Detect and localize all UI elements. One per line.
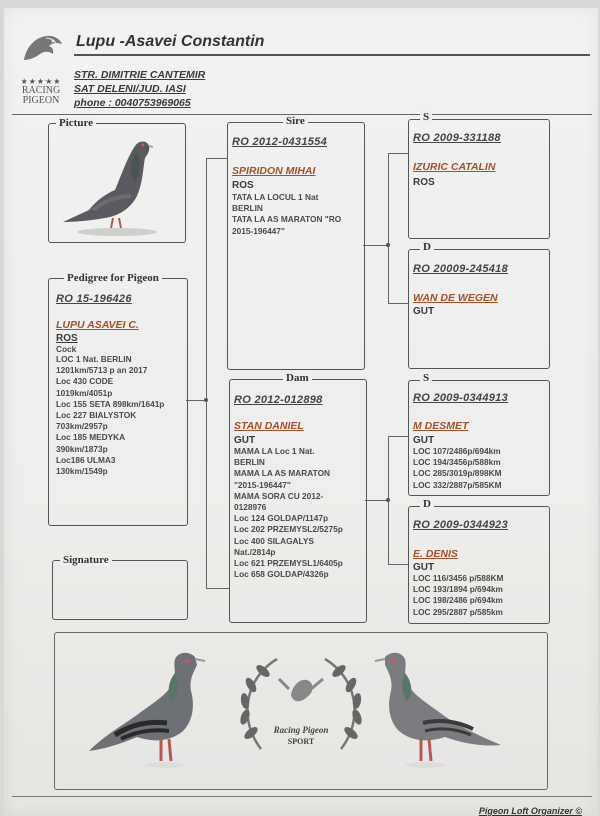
sire-dam-color: GUT — [413, 306, 435, 317]
connector — [388, 564, 408, 565]
footer-credit: Pigeon Loft Organizer © — [478, 806, 582, 816]
connector — [388, 436, 408, 437]
dam-dam-ring: RO 2009-0344923 — [413, 519, 509, 531]
phone-number: phone : 0040753969065 — [74, 97, 191, 109]
connector-dot — [204, 398, 208, 402]
logo-word-1: RACING — [21, 85, 61, 96]
street-address: STR. DIMITRIE CANTEMIR — [74, 69, 206, 81]
dam-sire-color: GUT — [413, 435, 435, 446]
sire-dam-ring: RO 20009-245418 — [413, 263, 509, 275]
subject-color: ROS — [56, 333, 78, 344]
pigeon-right-icon — [365, 639, 515, 779]
sire-sire-name: IZURIC CATALIN — [413, 161, 496, 173]
dam-sire-label: S — [420, 372, 432, 384]
connector — [206, 158, 207, 588]
picture-box — [48, 123, 186, 243]
dam-color: GUT — [234, 435, 256, 446]
dam-dam-label: D — [420, 498, 434, 510]
dam-sire-info: LOC 107/2486p/694km LOC 194/3456p/588km LOC 285/3019p/898KM LOC 332/2887p/585KM — [413, 446, 502, 490]
subject-sex: Cock — [56, 344, 77, 354]
sire-box — [227, 122, 365, 370]
connector — [186, 400, 206, 401]
connector — [206, 158, 227, 159]
connector — [388, 153, 408, 154]
dam-ring: RO 2012-012898 — [234, 394, 323, 406]
eagle-logo-icon — [16, 30, 66, 70]
subject-info: LOC 1 Nat. BERLIN 1201km/5713 p an 2017 Loc 430 CODE 1019km/4051p Loc 155 SETA 898km/1641p Loc 227 BIALYSTOK 703km/2957p Loc 185 MEDYKA 390km/1873p Loc186 ULMA3 130km/1549p — [56, 354, 165, 477]
connector — [365, 500, 388, 501]
header-rule — [74, 54, 590, 56]
sire-sire-label: S — [420, 111, 432, 123]
dam-label: Dam — [283, 372, 312, 384]
pedigree-label: Pedigree for Pigeon — [64, 272, 162, 284]
sire-sire-ring: RO 2009-331188 — [413, 132, 501, 144]
racing-pigeon-logo — [14, 30, 68, 110]
subject-ring: RO 15-196426 — [56, 293, 132, 305]
sire-name: SPIRIDON MIHAI — [232, 165, 316, 177]
connector-dot — [386, 498, 390, 502]
dam-dam-name: E. DENIS — [413, 548, 458, 560]
dam-sire-ring: RO 2009-0344913 — [413, 392, 509, 404]
owner-name: Lupu -Asavei Constantin — [76, 33, 265, 50]
dam-name: STAN DANIEL — [234, 420, 304, 432]
dam-dam-color: GUT — [413, 562, 435, 573]
connector — [363, 245, 388, 246]
pigeon-photo — [49, 124, 185, 242]
sire-ring: RO 2012-0431554 — [232, 136, 328, 148]
connector — [388, 153, 389, 303]
pigeon-left-icon — [75, 639, 215, 779]
connector-dot — [386, 243, 390, 247]
picture-label: Picture — [56, 117, 96, 129]
dam-info: MAMA LA Loc 1 Nat. BERLIN MAMA LA AS MARATON "2015-196447" MAMA SORA CU 2012- 0128976 Loc 124 GOLDAP/1147p Loc 202 PRZEMYSL2/5275p Loc 400 SILAGALYS Nat./2814p Loc 621 PRZEMYSL1/6405p Loc 658 GOLDAP/4326p — [234, 446, 343, 580]
signature-box — [52, 560, 188, 620]
dam-dam-info: LOC 116/3456 p/588KM LOC 193/1894 p/694km LOC 198/2486 p/694km LOC 295/2887 p/585km — [413, 573, 504, 617]
dam-sire-name: M DESMET — [413, 420, 469, 432]
signature-label: Signature — [60, 554, 112, 566]
stars-decoration: ★★★★★ — [20, 77, 62, 86]
sire-info: TATA LA LOCUL 1 Nat BERLIN TATA LA AS MARATON "RO 2015-196447" — [232, 192, 342, 236]
sire-label: Sire — [283, 115, 308, 127]
subject-name: LUPU ASAVEI C. — [56, 319, 139, 331]
connector — [206, 588, 229, 589]
emblem-text-2: SPORT — [287, 737, 315, 746]
sire-dam-name: WAN DE WEGEN — [413, 292, 498, 304]
footer-rule — [12, 796, 592, 797]
village-address: SAT DELENI/JUD. IASI — [74, 83, 186, 95]
logo-word-2: PIGEON — [22, 95, 60, 106]
laurel-wreath-icon — [231, 649, 371, 769]
connector — [388, 303, 408, 304]
emblem-text-1: Racing Pigeon — [273, 725, 329, 735]
sire-dam-label: D — [420, 241, 434, 253]
sire-sire-color: ROS — [413, 177, 435, 188]
sire-color: ROS — [232, 180, 254, 191]
decor-panel — [54, 632, 548, 790]
